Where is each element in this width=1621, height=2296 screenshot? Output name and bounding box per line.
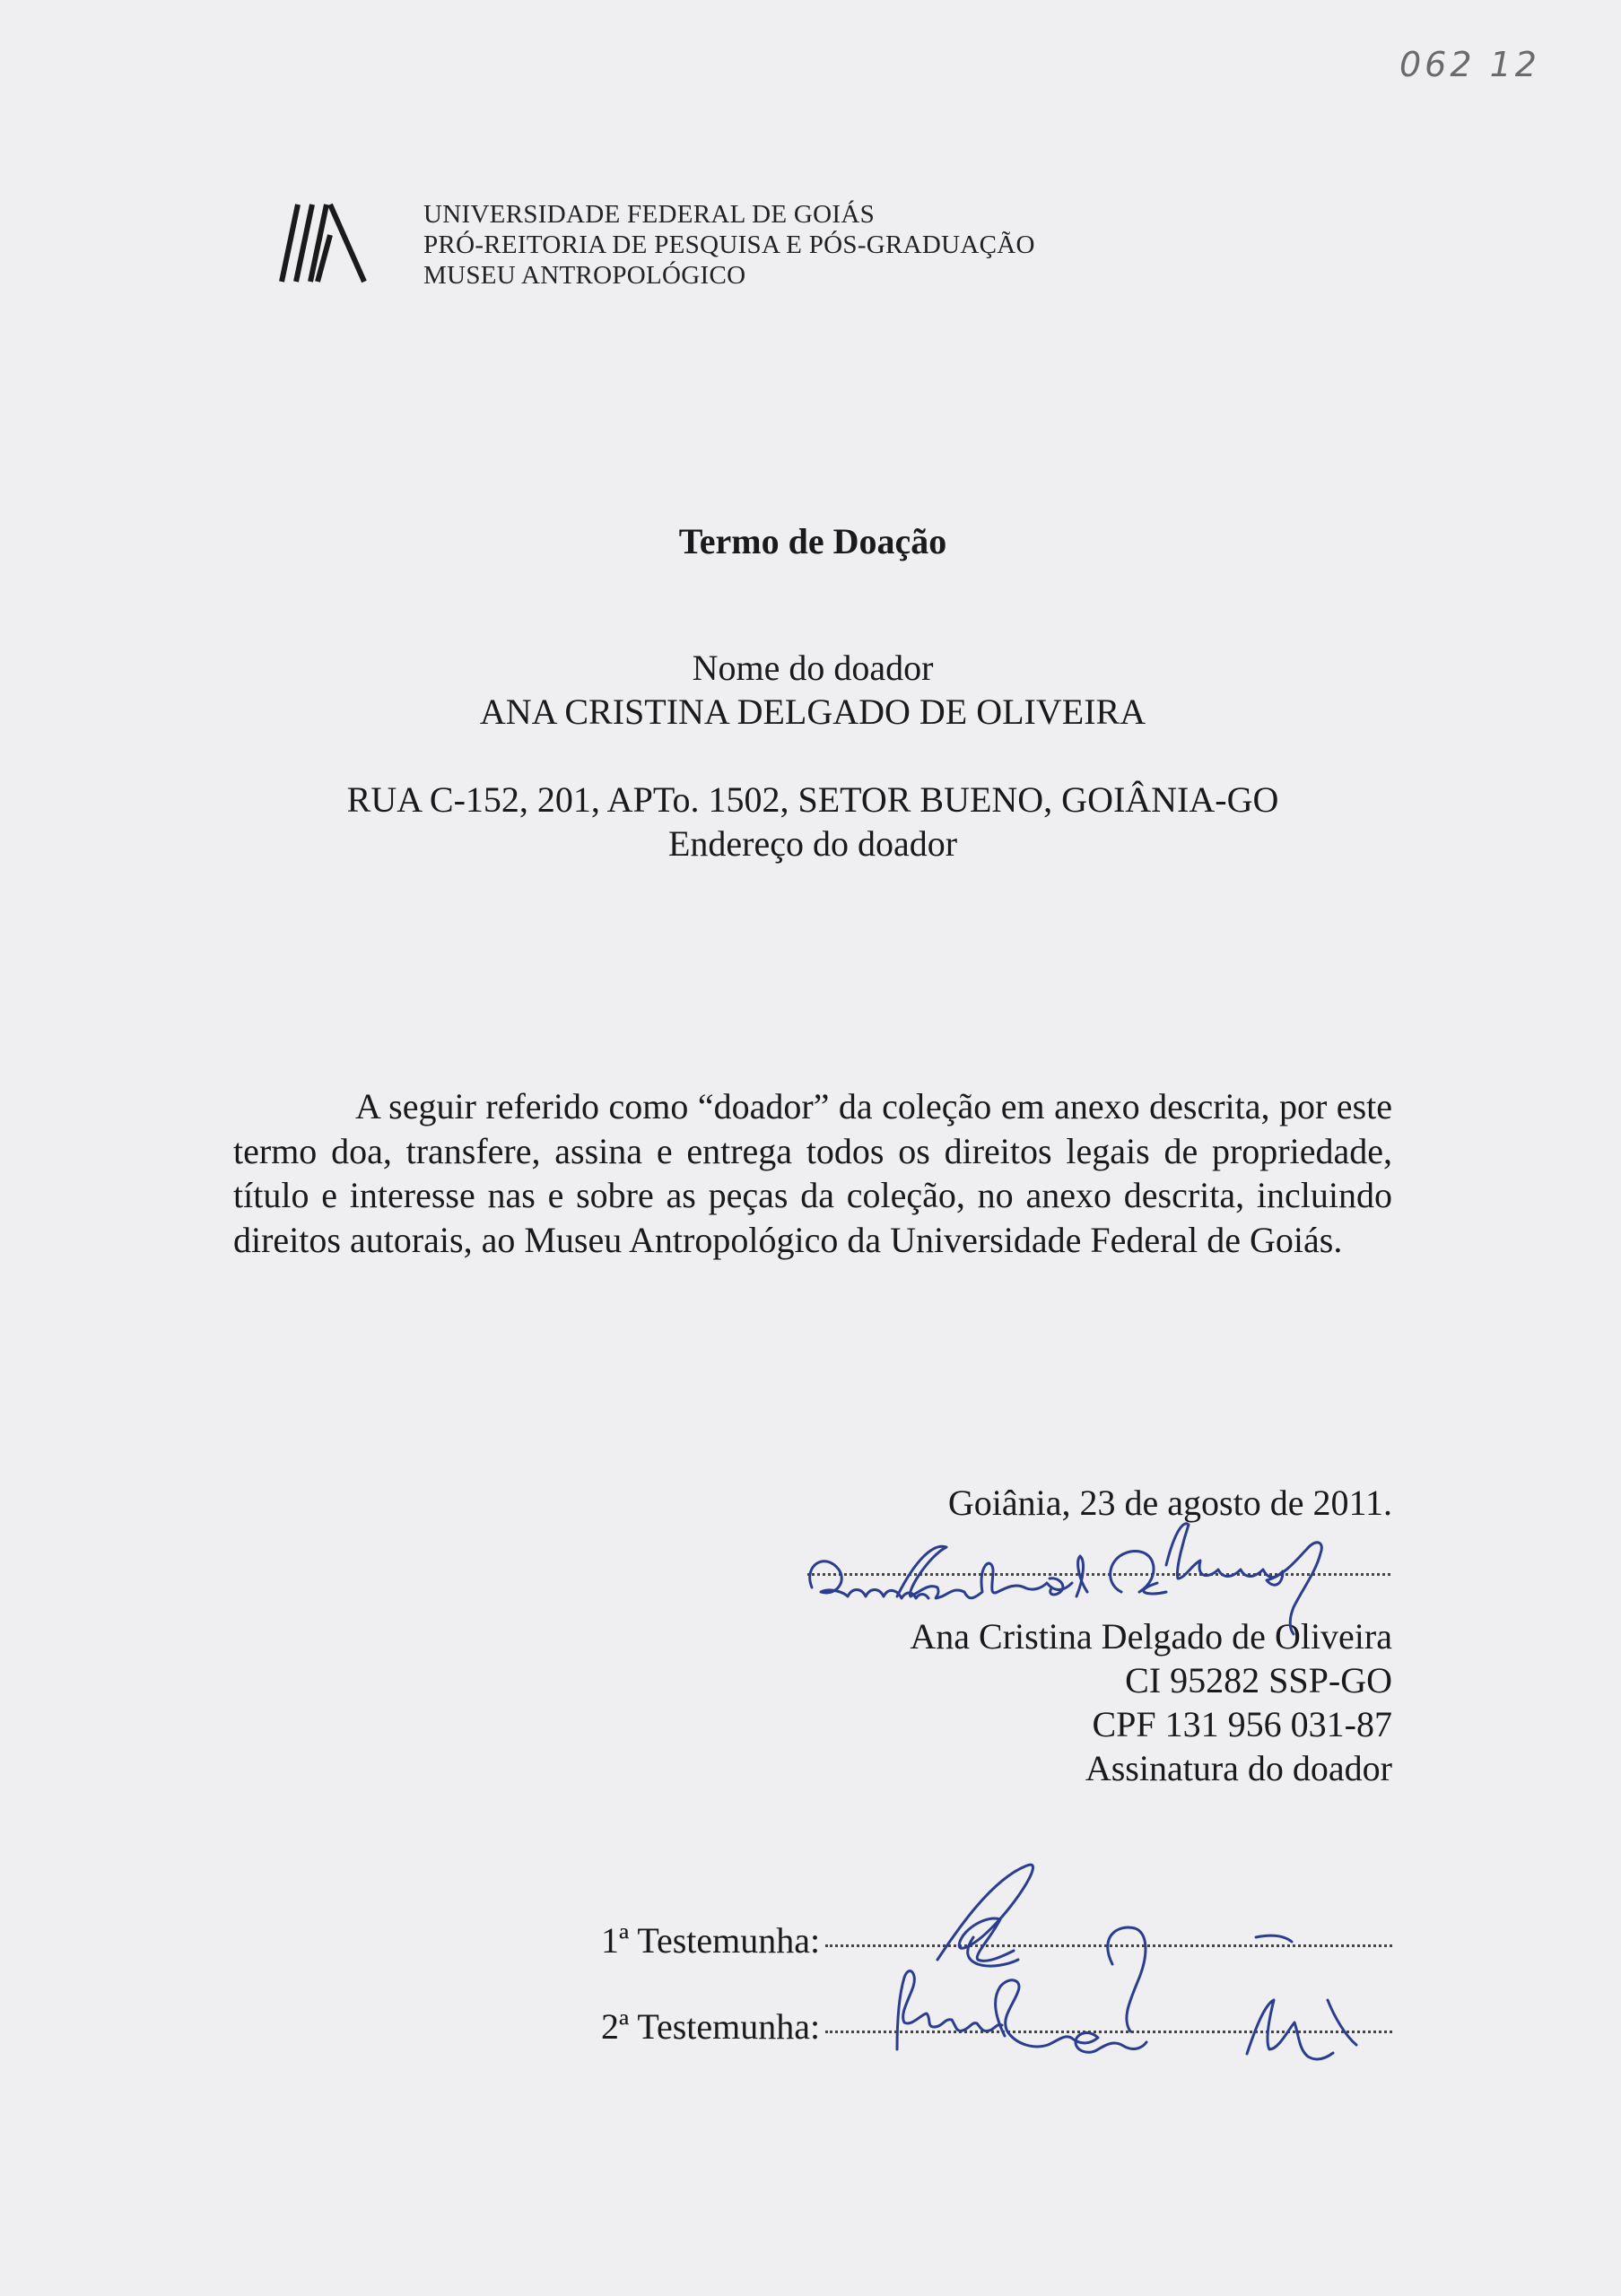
letterhead-museum: MUSEU ANTROPOLÓGICO <box>423 261 746 290</box>
university-logo <box>278 199 381 284</box>
letterhead <box>423 199 1035 291</box>
handwritten-page-number: 062 12 <box>1399 45 1540 84</box>
donation-statement: A seguir referido como “doador” da coleção em anexo descrita, por este termo doa, transfere, assina e entrega todos os direitos legais de propriedade, título e interesse nas e sobre as peças da coleção, no anexo descrita, incluindo direitos autorais, ao Museu Antropológico da Universidade Federal de Goiás. <box>233 1086 1392 1260</box>
witness-2-dotted-line <box>825 2030 1392 2033</box>
witness-1-dotted-line <box>825 1944 1392 1947</box>
witness-2-label: 2ª Testemunha: <box>601 2006 821 2047</box>
place-and-date: Goiânia, 23 de agosto de 2011. <box>947 1483 1392 1523</box>
document-title: Termo de Doação <box>678 521 947 561</box>
signer-cpf: CPF 131 956 031-87 <box>1092 1704 1392 1744</box>
donor-address: RUA C-152, 201, APTo. 1502, SETOR BUENO, GOIÂNIA-GO <box>346 779 1279 820</box>
signature-caption: Assinatura do doador <box>1085 1748 1392 1788</box>
witness-2-line <box>601 2005 1392 2048</box>
donor-name: ANA CRISTINA DELGADO DE OLIVEIRA <box>479 691 1146 732</box>
signer-ci: CI 95282 SSP-GO <box>1125 1660 1392 1700</box>
witness-1-line <box>601 1919 1392 1961</box>
signer-name: Ana Cristina Delgado de Oliveira <box>910 1616 1392 1657</box>
donor-signature-line <box>807 1573 1390 1576</box>
witness-1-label: 1ª Testemunha: <box>601 1920 821 1961</box>
donor-name-label: Nome do doador <box>692 648 934 688</box>
donor-address-label: Endereço do doador <box>667 823 958 864</box>
letterhead-department: PRÓ-REITORIA DE PESQUISA E PÓS-GRADUAÇÃO <box>423 230 1035 259</box>
letterhead-university: UNIVERSIDADE FEDERAL DE GOIÁS <box>423 200 876 229</box>
